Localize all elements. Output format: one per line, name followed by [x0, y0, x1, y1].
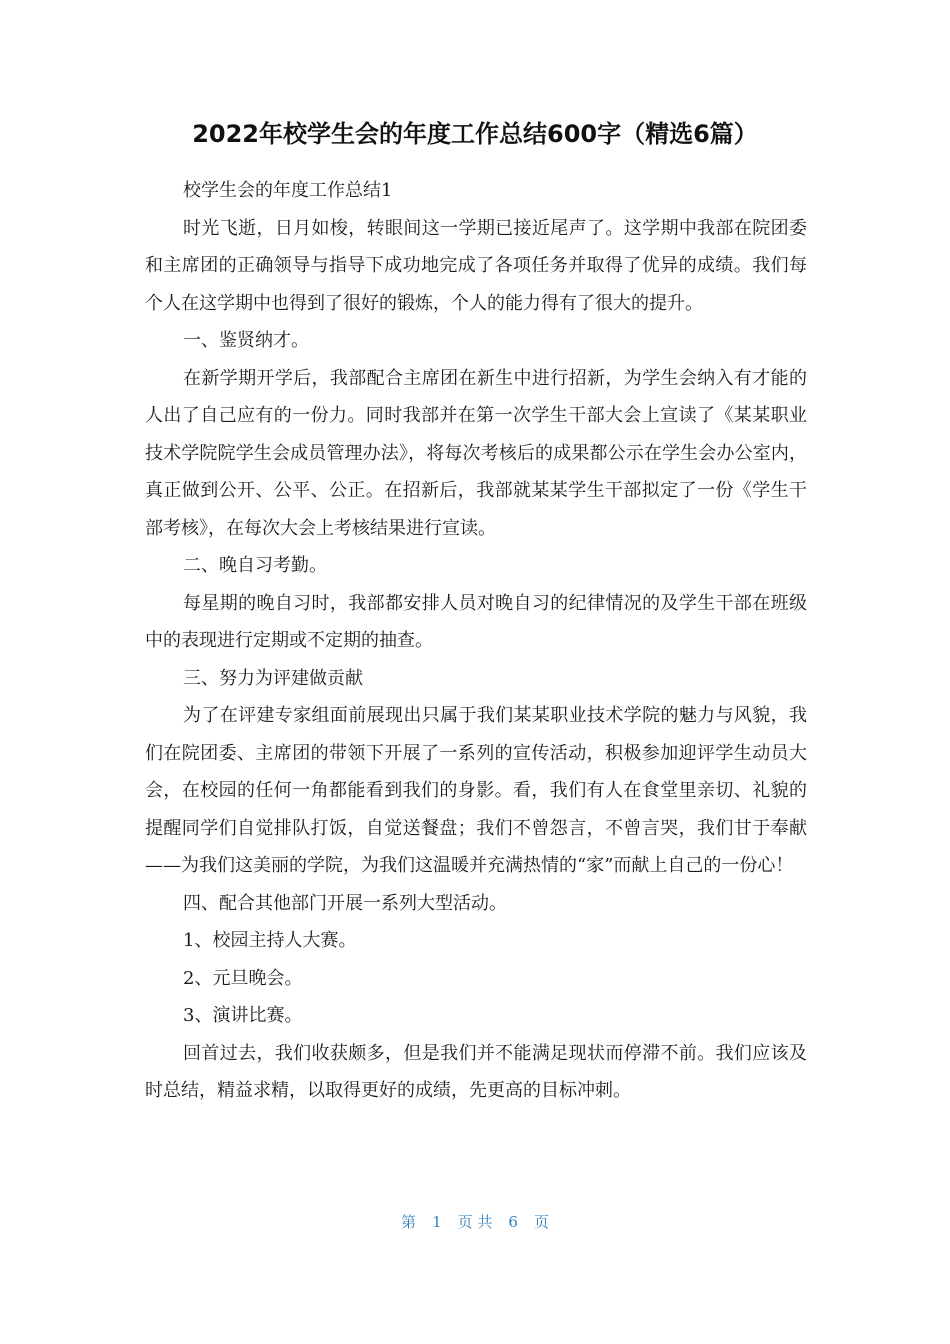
paragraph: 回首过去，我们收获颇多，但是我们并不能满足现状而停滞不前。我们应该及时总结，精益求精，以取得更好的成绩，先更高的目标冲刺。 [145, 1042, 807, 1101]
paragraph: 在新学期开学后，我部配合主席团在新生中进行招新，为学生会纳入有才能的人出了自己应有的一份力。同时我部并在第一次学生干部大会上宣读了《某某职业技术学院院学生会成员管理办法》，将每次考核后的成果都公示在学生会办公室内，真正做到公开、公平、公正。在招新后，我部就某某学生干部拟定了一份《学生干部考核》，在每次大会上考核结果进行宣读。 [145, 367, 807, 539]
page-footer-suffix: 页 [533, 1213, 549, 1231]
section-heading: 二、晚自习考勤。 [183, 555, 327, 576]
page-number-total: 6 [508, 1213, 518, 1231]
section-heading: 一、鉴贤纳才。 [183, 330, 309, 351]
page-footer-middle: 页 共 [457, 1213, 493, 1231]
list-item: 3、演讲比赛。 [183, 1005, 303, 1026]
document-title: 2022年校学生会的年度工作总结600字（精选6篇） [192, 120, 758, 148]
page-number-current: 1 [432, 1213, 442, 1231]
paragraph: 为了在评建专家组面前展现出只属于我们某某职业技术学院的魅力与风貌，我们在院团委、主席团的带领下开展了一系列的宣传活动，积极参加迎评学生动员大会，在校园的任何一角都能看到我们的身影。看，我们有人在食堂里亲切、礼貌的提醒同学们自觉排队打饭，自觉送餐盘；我们不曾怨言，不曾言哭，我们甘于奉献——为我们这美丽的学院，为我们这温暖并充满热情的“家”而献上自己的一份心！ [145, 705, 807, 876]
page-footer-prefix: 第 [401, 1213, 417, 1231]
section-heading: 校学生会的年度工作总结1 [183, 180, 393, 201]
paragraph: 时光飞逝，日月如梭，转眼间这一学期已接近尾声了。这学期中我部在院团委和主席团的正确领导与指导下成功地完成了各项任务并取得了优异的成绩。我们每个人在这学期中也得到了很好的锻炼，个人的能力得有了很大的提升。 [145, 217, 807, 314]
list-item: 1、校园主持人大赛。 [183, 930, 357, 951]
page-footer [0, 1210, 950, 1234]
section-heading: 四、配合其他部门开展一系列大型活动。 [183, 892, 507, 914]
section-heading: 三、努力为评建做贡献 [183, 667, 363, 689]
paragraph: 每星期的晚自习时，我部都安排人员对晚自习的纪律情况的及学生干部在班级中的表现进行定期或不定期的抽查。 [145, 592, 807, 651]
document-body [145, 172, 807, 1110]
list-item: 2、元旦晚会。 [183, 967, 303, 989]
